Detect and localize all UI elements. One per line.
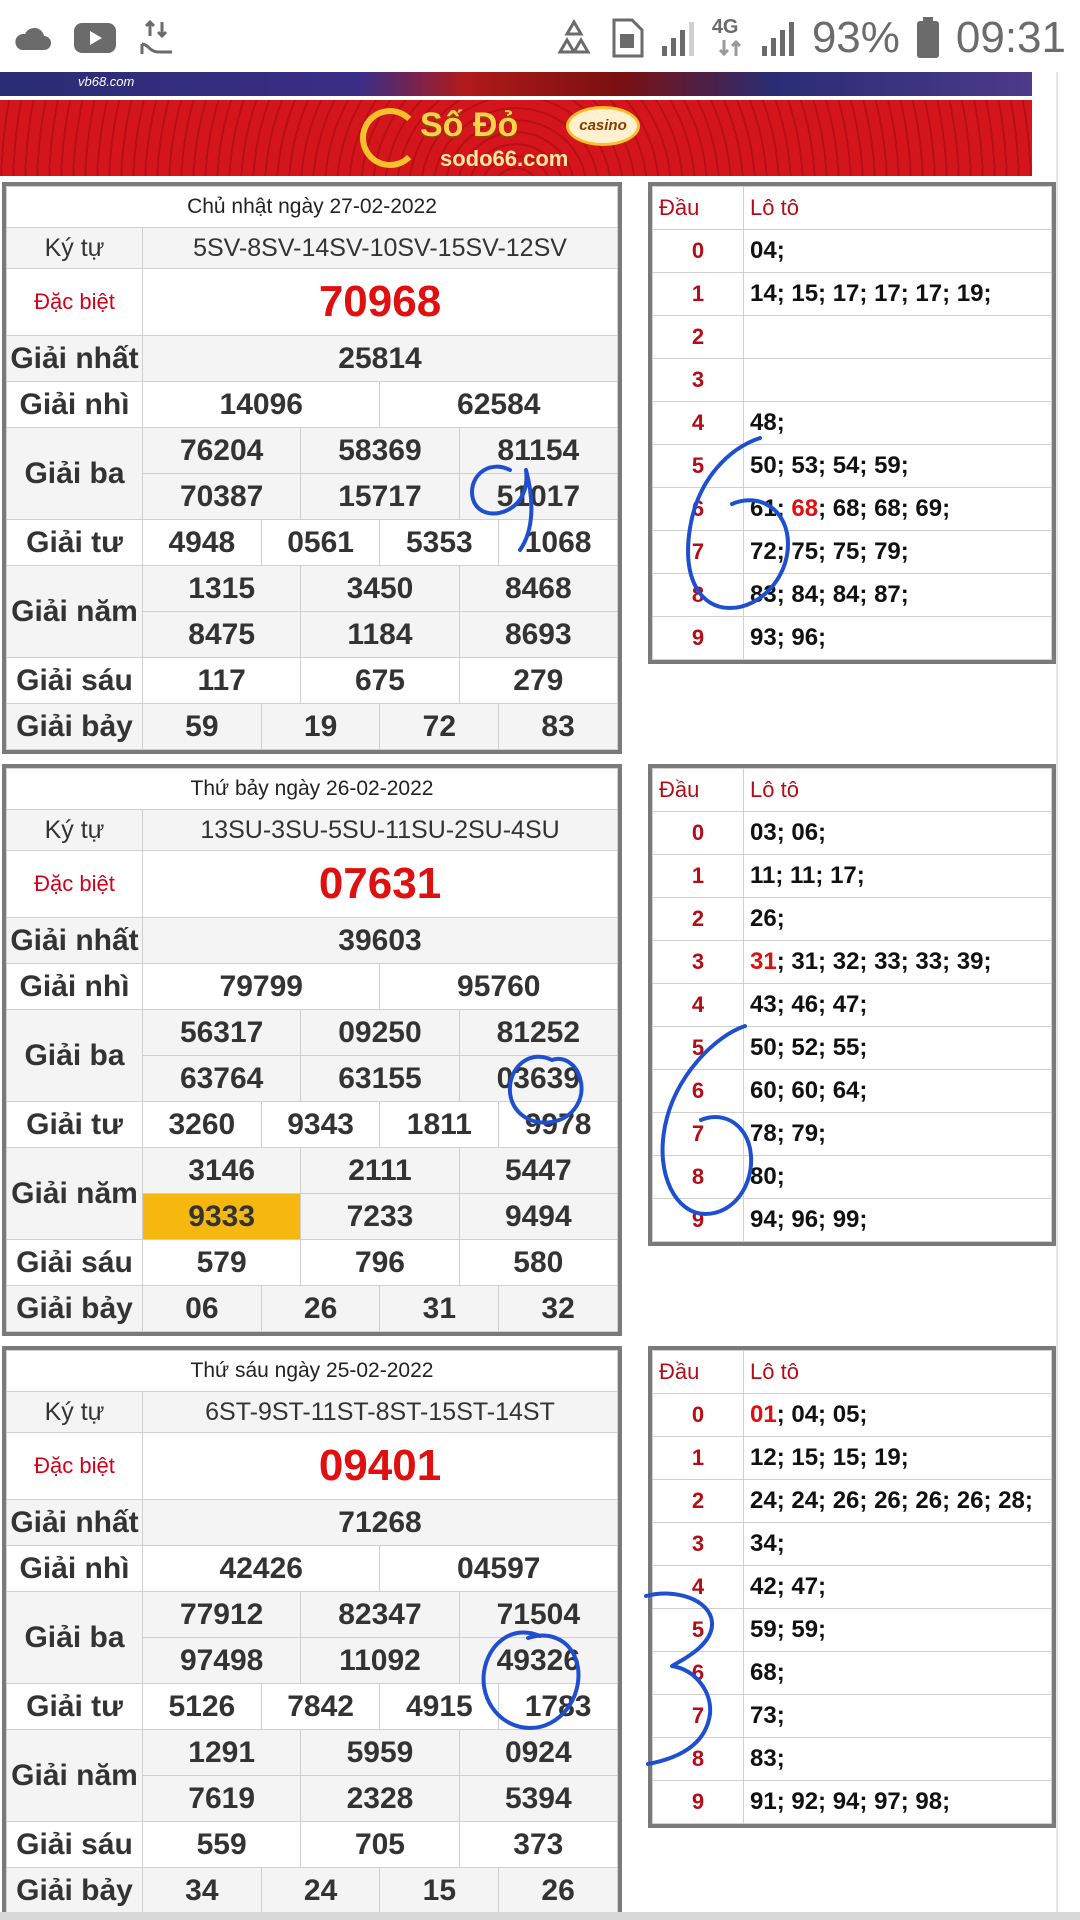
prize-5: 0924: [459, 1730, 617, 1776]
prize-3: 11092: [301, 1638, 459, 1684]
label-giai-nhat: Giải nhất: [7, 1500, 143, 1546]
label-giai-nhat: Giải nhất: [7, 918, 143, 964]
prize-3: 70387: [143, 474, 301, 520]
loto-dau: 4: [653, 984, 744, 1027]
prize-5: 1184: [301, 612, 459, 658]
prize-6: 279: [459, 658, 617, 704]
loto-numbers: [744, 855, 1052, 898]
loto-dau: 9: [653, 617, 744, 660]
prize-1: 39603: [143, 918, 618, 964]
loto-dau: 0: [653, 812, 744, 855]
loto-dau: 2: [653, 1480, 744, 1523]
prize-5: 8475: [143, 612, 301, 658]
loto-dau: 6: [653, 488, 744, 531]
loto-numbers: [744, 1156, 1052, 1199]
loto-table: [648, 182, 1056, 664]
loto-numbers-rest: 80;: [750, 1163, 785, 1190]
loto-dau: 0: [653, 230, 744, 273]
loto-dau: 9: [653, 1199, 744, 1242]
ad-brand: Số Đỏ: [420, 106, 519, 144]
prize-7: 32: [499, 1286, 618, 1332]
label-dac-biet: Đặc biệt: [7, 269, 143, 336]
prize-2: 14096: [143, 382, 380, 428]
prize-6: 675: [301, 658, 459, 704]
label-giai-sau: Giải sáu: [7, 658, 143, 704]
special-prize: 07631: [143, 851, 618, 918]
loto-numbers-head: 61;: [750, 495, 792, 522]
label-giai-nam: Giải năm: [7, 1730, 143, 1822]
prize-3: 81252: [459, 1010, 617, 1056]
prize-3: 51017: [459, 474, 617, 520]
prize-6: 579: [143, 1240, 301, 1286]
loto-dau: 5: [653, 1027, 744, 1070]
loto-numbers: [744, 1070, 1052, 1113]
kytu-value: 13SU-3SU-5SU-11SU-2SU-4SU: [143, 810, 618, 851]
prize-7: 31: [380, 1286, 499, 1332]
result-table: [2, 182, 622, 754]
prize-5: 9494: [459, 1194, 617, 1240]
prize-3: 15717: [301, 474, 459, 520]
prize-5: 8693: [459, 612, 617, 658]
prize-6: 796: [301, 1240, 459, 1286]
loto-numbers: [744, 1199, 1052, 1242]
loto-numbers: [744, 1437, 1052, 1480]
prize-5: 3450: [301, 566, 459, 612]
label-giai-bay: Giải bảy: [7, 704, 143, 750]
loto-special-number: 31: [750, 948, 777, 975]
prize-1: 71268: [143, 1500, 618, 1546]
draw-date: Thứ sáu ngày 25-02-2022: [7, 1351, 618, 1392]
prize-4: 5126: [143, 1684, 262, 1730]
loto-numbers-rest: 34;: [750, 1530, 785, 1557]
prize-7: 26: [499, 1868, 618, 1914]
youtube-icon: [74, 23, 116, 53]
loto-numbers: [744, 273, 1052, 316]
prize-7: 24: [261, 1868, 380, 1914]
loto-dau: 6: [653, 1070, 744, 1113]
prize-7: 72: [380, 704, 499, 750]
scrollbar-track[interactable]: [1056, 72, 1058, 1920]
loto-numbers-rest: 04;: [750, 237, 785, 264]
prize-4: 7842: [261, 1684, 380, 1730]
prize-3: 58369: [301, 428, 459, 474]
loto-numbers-rest: 42; 47;: [750, 1573, 827, 1600]
label-kytu: Ký tự: [7, 228, 143, 269]
prize-5: 8468: [459, 566, 617, 612]
result-table: [2, 1346, 622, 1918]
loto-numbers: [744, 445, 1052, 488]
loto-header-dau: Đầu: [653, 1351, 744, 1394]
loto-numbers-rest: ; 31; 32; 33; 33; 39;: [776, 948, 992, 975]
prize-4: 3260: [143, 1102, 262, 1148]
loto-numbers-rest: 26;: [750, 905, 785, 932]
prize-5: 5959: [301, 1730, 459, 1776]
loto-numbers-rest: 60; 60; 64;: [750, 1077, 868, 1104]
loto-header-loto: Lô tô: [744, 187, 1052, 230]
prize-3: 63155: [301, 1056, 459, 1102]
prize-5: 5447: [459, 1148, 617, 1194]
signal-4g-icon: [712, 16, 744, 60]
label-giai-nhi: Giải nhì: [7, 964, 143, 1010]
prize-7: 83: [499, 704, 618, 750]
loto-numbers-rest: 43; 46; 47;: [750, 991, 868, 1018]
loto-numbers-rest: 73;: [750, 1702, 785, 1729]
prize-5: 2111: [301, 1148, 459, 1194]
prize-4: 4948: [143, 520, 262, 566]
prize-5: 3146: [143, 1148, 301, 1194]
loto-numbers: [744, 1781, 1052, 1824]
loto-dau: 7: [653, 1695, 744, 1738]
label-giai-bay: Giải bảy: [7, 1868, 143, 1914]
result-table: [2, 764, 622, 1336]
loto-numbers-rest: ; 04; 05;: [776, 1401, 868, 1428]
label-giai-ba: Giải ba: [7, 1592, 143, 1684]
loto-dau: 1: [653, 1437, 744, 1480]
signal-icon: [660, 18, 696, 58]
label-giai-nhat: Giải nhất: [7, 336, 143, 382]
loto-numbers-rest: 48;: [750, 409, 785, 436]
prize-1: 25814: [143, 336, 618, 382]
loto-numbers-rest: 78; 79;: [750, 1120, 827, 1147]
loto-numbers: [744, 531, 1052, 574]
prize-3: 81154: [459, 428, 617, 474]
label-kytu: Ký tự: [7, 1392, 143, 1433]
loto-dau: 8: [653, 1156, 744, 1199]
label-giai-nhi: Giải nhì: [7, 382, 143, 428]
loto-numbers: [744, 1566, 1052, 1609]
prize-6: 580: [459, 1240, 617, 1286]
bottom-divider: [0, 1912, 1080, 1920]
loto-numbers-rest: 83;: [750, 1745, 785, 1772]
battery-icon: [916, 17, 940, 59]
prize-2: 04597: [380, 1546, 618, 1592]
loto-header-loto: Lô tô: [744, 1351, 1052, 1394]
loto-table: [648, 1346, 1056, 1828]
loto-dau: 6: [653, 1652, 744, 1695]
prize-5: 7619: [143, 1776, 301, 1822]
loto-numbers-rest: 72; 75; 75; 79;: [750, 538, 909, 565]
draw-date: Thứ bảy ngày 26-02-2022: [7, 769, 618, 810]
data-transfer-icon: [138, 18, 178, 58]
loto-numbers-rest: 91; 92; 94; 97; 98;: [750, 1788, 951, 1815]
loto-special-number: 01: [750, 1401, 777, 1428]
loto-dau: 3: [653, 941, 744, 984]
label-giai-ba: Giải ba: [7, 1010, 143, 1102]
label-dac-biet: Đặc biệt: [7, 1433, 143, 1500]
prize-3: 82347: [301, 1592, 459, 1638]
loto-numbers-rest: 59; 59;: [750, 1616, 827, 1643]
loto-numbers-rest: 24; 24; 26; 26; 26; 26; 28;: [750, 1487, 1033, 1514]
label-giai-bay: Giải bảy: [7, 1286, 143, 1332]
loto-numbers: [744, 812, 1052, 855]
loto-numbers: [744, 617, 1052, 660]
loto-dau: 8: [653, 574, 744, 617]
ad-banner-text: vb68.com: [78, 74, 135, 89]
prize-6: 117: [143, 658, 301, 704]
label-giai-tu: Giải tư: [7, 1102, 143, 1148]
loto-header-dau: Đầu: [653, 187, 744, 230]
ad-casino-badge: casino: [566, 106, 640, 146]
prize-4: 0561: [261, 520, 380, 566]
loto-numbers-rest: 94; 96; 99;: [750, 1206, 868, 1233]
loto-dau: 3: [653, 1523, 744, 1566]
loto-numbers: [744, 1394, 1052, 1437]
loto-numbers: [744, 574, 1052, 617]
label-giai-nam: Giải năm: [7, 566, 143, 658]
battery-percent: 93%: [811, 13, 900, 62]
kytu-value: 6ST-9ST-11ST-8ST-15ST-14ST: [143, 1392, 618, 1433]
loto-dau: 7: [653, 1113, 744, 1156]
prize-5: 9333: [143, 1194, 301, 1240]
loto-dau: 1: [653, 273, 744, 316]
prize-7: 26: [261, 1286, 380, 1332]
prize-6: 705: [301, 1822, 459, 1868]
prize-2: 79799: [143, 964, 380, 1010]
prize-7: 19: [261, 704, 380, 750]
prize-6: 373: [459, 1822, 617, 1868]
kytu-value: 5SV-8SV-14SV-10SV-15SV-12SV: [143, 228, 618, 269]
prize-4: 1811: [380, 1102, 499, 1148]
loto-numbers: [744, 1609, 1052, 1652]
label-kytu: Ký tự: [7, 810, 143, 851]
prize-3: 49326: [459, 1638, 617, 1684]
prize-7: 15: [380, 1868, 499, 1914]
prize-3: 76204: [143, 428, 301, 474]
prize-4: 9978: [499, 1102, 618, 1148]
loto-numbers: [744, 359, 1052, 402]
loto-dau: 9: [653, 1781, 744, 1824]
loto-dau: 4: [653, 1566, 744, 1609]
loto-dau: 5: [653, 445, 744, 488]
prize-3: 63764: [143, 1056, 301, 1102]
prize-7: 59: [143, 704, 262, 750]
prize-2: 62584: [380, 382, 618, 428]
loto-dau: 3: [653, 359, 744, 402]
loto-header-loto: Lô tô: [744, 769, 1052, 812]
loto-numbers: [744, 1652, 1052, 1695]
loto-numbers: [744, 1480, 1052, 1523]
loto-dau: 2: [653, 898, 744, 941]
prize-3: 77912: [143, 1592, 301, 1638]
loto-numbers-rest: 12; 15; 15; 19;: [750, 1444, 909, 1471]
prize-6: 559: [143, 1822, 301, 1868]
prize-3: 71504: [459, 1592, 617, 1638]
loto-numbers: [744, 230, 1052, 273]
loto-numbers-rest: 93; 96;: [750, 624, 827, 651]
label-giai-nhi: Giải nhì: [7, 1546, 143, 1592]
special-prize: 70968: [143, 269, 618, 336]
loto-numbers: [744, 402, 1052, 445]
loto-dau: 4: [653, 402, 744, 445]
signal-icon: [760, 18, 796, 58]
loto-dau: 7: [653, 531, 744, 574]
prize-4: 4915: [380, 1684, 499, 1730]
loto-numbers-rest: 50; 53; 54; 59;: [750, 452, 909, 479]
loto-dau: 1: [653, 855, 744, 898]
prize-3: 03639: [459, 1056, 617, 1102]
prize-7: 34: [143, 1868, 262, 1914]
loto-dau: 8: [653, 1738, 744, 1781]
clock: 09:31: [955, 13, 1066, 62]
prize-4: 1783: [499, 1684, 618, 1730]
ad-banner-top[interactable]: [0, 72, 1032, 96]
loto-numbers-rest: 83; 84; 84; 87;: [750, 581, 909, 608]
loto-header-dau: Đầu: [653, 769, 744, 812]
loto-numbers: [744, 941, 1052, 984]
loto-numbers-rest: 68;: [750, 1659, 785, 1686]
ad-banner-sodo[interactable]: [0, 100, 1032, 176]
ad-url: sodo66.com: [440, 146, 569, 171]
prize-7: 06: [143, 1286, 262, 1332]
loto-dau: 2: [653, 316, 744, 359]
label-giai-sau: Giải sáu: [7, 1822, 143, 1868]
prize-2: 42426: [143, 1546, 380, 1592]
loto-numbers: [744, 1695, 1052, 1738]
loto-numbers-rest: ; 68; 68; 69;: [818, 495, 951, 522]
loto-numbers: [744, 1113, 1052, 1156]
prize-3: 56317: [143, 1010, 301, 1056]
label-dac-biet: Đặc biệt: [7, 851, 143, 918]
prize-3: 09250: [301, 1010, 459, 1056]
prize-5: 2328: [301, 1776, 459, 1822]
prize-4: 1068: [499, 520, 618, 566]
draw-date: Chủ nhật ngày 27-02-2022: [7, 187, 618, 228]
sim-card-icon: [610, 18, 644, 58]
prize-4: 5353: [380, 520, 499, 566]
prize-3: 97498: [143, 1638, 301, 1684]
label-giai-tu: Giải tư: [7, 1684, 143, 1730]
prize-5: 5394: [459, 1776, 617, 1822]
loto-numbers-rest: 11; 11; 17;: [750, 862, 865, 889]
loto-numbers: [744, 1523, 1052, 1566]
loto-dau: 5: [653, 1609, 744, 1652]
prize-2: 95760: [380, 964, 618, 1010]
label-giai-nam: Giải năm: [7, 1148, 143, 1240]
loto-numbers-rest: 03; 06;: [750, 819, 827, 846]
prize-5: 1315: [143, 566, 301, 612]
label-giai-tu: Giải tư: [7, 520, 143, 566]
loto-table: [648, 764, 1056, 1246]
prize-4: 9343: [261, 1102, 380, 1148]
loto-special-number: 68: [791, 495, 819, 522]
loto-numbers: [744, 1738, 1052, 1781]
prize-5: 7233: [301, 1194, 459, 1240]
loto-numbers: [744, 316, 1052, 359]
loto-dau: 0: [653, 1394, 744, 1437]
prize-5: 1291: [143, 1730, 301, 1776]
network-type: 4G: [711, 16, 739, 38]
loto-numbers: [744, 1027, 1052, 1070]
status-bar: [0, 0, 1080, 72]
loto-numbers: [744, 984, 1052, 1027]
cloud-icon: [12, 24, 52, 52]
label-giai-sau: Giải sáu: [7, 1240, 143, 1286]
label-giai-ba: Giải ba: [7, 428, 143, 520]
loto-numbers-rest: 14; 15; 17; 17; 17; 19;: [750, 280, 992, 307]
loto-numbers: [744, 898, 1052, 941]
sodo-logo-icon: [360, 108, 420, 168]
special-prize: 09401: [143, 1433, 618, 1500]
loto-numbers-rest: 50; 52; 55;: [750, 1034, 868, 1061]
loto-numbers: [744, 488, 1052, 531]
recycle-icon: [554, 18, 594, 58]
